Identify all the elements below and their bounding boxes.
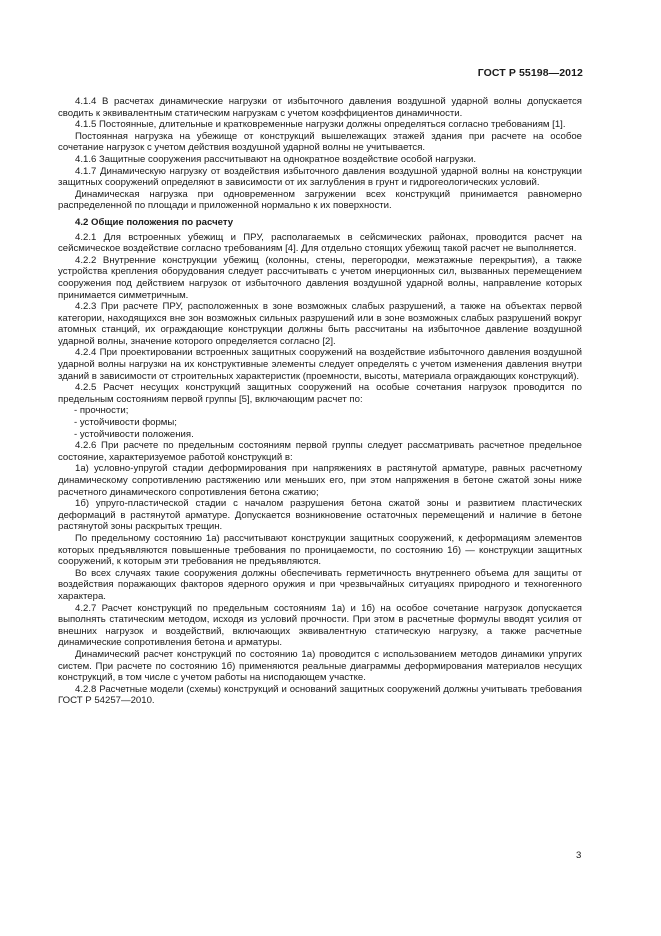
paragraph-4-2-2: 4.2.2 Внутренние конструкции убежищ (колонны, стены, перегородки, межэтажные перекрытия), а также устройства крепления оборудования следует рассчитывать с учетом инерционных сил, вызванных перемещением сооружения под действием нагрузок от избыточного давления воздушной ударной волны, направление которых принимается симметричным. xyxy=(58,254,582,301)
paragraph: Во всех случаях такие сооружения должны обеспечивать герметичность внутреннего объема для защиты от воздействия поражающих факторов ядерного оружия и при чрезвычайных ситуациях природного и техногенного характера. xyxy=(58,567,582,602)
list-item: - устойчивости формы; xyxy=(74,417,177,429)
paragraph: Динамическая нагрузка при одновременном загружении всех конструкций принимается равномерно распределенной по площади и приложенной нормально к их поверхности. xyxy=(58,188,582,212)
section-title: 4.2 Общие положения по расчету xyxy=(75,216,234,228)
paragraph-1a: 1а) условно-упругой стадии деформирования при напряжениях в растянутой арматуре, равных расчетному динамическому сопротивлению растяжению или меньших его, при этом напряжения в бетоне сжатой зоны ниже расчетного динамического сопротивления бетона сжатию; xyxy=(58,463,582,498)
paragraph: Динамический расчет конструкций по состоянию 1а) проводится с использованием методов динамики упругих систем. При расчете по состоянию 1б) применяются реальные диаграммы деформирования материалов несущих конструкций, в том числе с учетом работы на нисподающем участке. xyxy=(58,648,582,684)
paragraph-4-2-3: 4.2.3 При расчете ПРУ, расположенных в зоне возможных слабых разрушений, а также на объектах первой категории, находящихся вне зон возможных сильных разрушений или в зоне возможных слабых разрушений вокруг атомных станций, их ограждающие конструкции должны быть рассчитаны на избыточное давление воздушной ударной волны, значение которого определяется согласно [2]. xyxy=(58,301,582,347)
paragraph-1b: 1б) упруго-пластической стадии с началом разрушения бетона сжатой зоны и развитием пластических деформаций в растянутой арматуре. Допускается возникновение остаточных перемещений и наличие в бетоне растянутой зоны раскрытых трещин. xyxy=(58,498,582,533)
document-body xyxy=(58,96,582,707)
paragraph-4-1-6: 4.1.6 Защитные сооружения рассчитывают на однократное воздействие особой нагрузки. xyxy=(75,153,477,165)
paragraph: По предельному состоянию 1а) рассчитывают конструкции защитных сооружений, к деформациям элементов которых предъявляются повышенные требования по проницаемости, по состоянию 1б) — конструкции защитных сооружений, к которым эти требования не предъявляются. xyxy=(58,532,582,568)
paragraph-4-2-5: 4.2.5 Расчет несущих конструкций защитных сооружений на особые сочетания нагрузок проводится по предельным состояниям первой группы [5], включающим расчет по: xyxy=(58,382,582,405)
page-number: 3 xyxy=(576,850,582,861)
paragraph-4-2-1: 4.2.1 Для встроенных убежищ и ПРУ, располагаемых в сейсмических районах, проводится расчет на сейсмическое воздействие согласно требованиям [4]. Для отдельно стоящих убежищ такой расчет не выполняется. xyxy=(58,231,582,255)
list-item: - устойчивости положения. xyxy=(74,428,194,440)
paragraph-4-2-8: 4.2.8 Расчетные модели (схемы) конструкций и оснований защитных сооружений должны учитывать требования ГОСТ Р 54257—2010. xyxy=(58,683,582,707)
paragraph: Постоянная нагрузка на убежище от конструкций вышележащих этажей здания при расчете на особое сочетание нагрузок с учетом действия воздушной ударной волны не учитывается. xyxy=(58,130,582,154)
paragraph-4-1-4: 4.1.4 В расчетах динамические нагрузки от избыточного давления воздушной ударной волны допускается сводить к эквивалентным статическим нагрузкам с учетом коэффициентов динамичности. xyxy=(58,96,582,119)
document-header: ГОСТ Р 55198—2012 xyxy=(477,67,583,79)
paragraph-4-1-7: 4.1.7 Динамическую нагрузку от воздействия избыточного давления воздушной ударной волны на конструкции защитных сооружений определяют в зависимости от их заглубления в грунт и гидрогеологических условий. xyxy=(58,165,582,189)
paragraph-4-2-4: 4.2.4 При проектировании встроенных защитных сооружений на воздействие избыточного давления воздушной ударной волны нагрузки на их конструктивные элементы следует определять с учетом изменения давления внутри зданий в зависимости от строительных характеристик (проемности, высоты, материала ограждающих конструкций). xyxy=(58,347,582,382)
list-item: - прочности; xyxy=(74,405,129,417)
paragraph-4-1-5: 4.1.5 Постоянные, длительные и кратковременные нагрузки должны определяться согласно требованиям [1]. xyxy=(75,119,566,131)
paragraph-4-2-7: 4.2.7 Расчет конструкций по предельным состояниям 1а) и 1б) на особое сочетание нагрузок допускается выполнять статическим методом, исходя из условий прочности. При этом в расчетные формулы вводят усилия от внешних нагрузок и воздействий, включающих эквивалентную статическую нагрузку, а также расчетные динамические сопротивления бетона и арматуры. xyxy=(58,602,582,649)
paragraph-4-2-6: 4.2.6 При расчете по предельным состояниям первой группы следует рассматривать расчетное предельное состояние, характеризуемое работой конструкций в: xyxy=(58,440,582,463)
